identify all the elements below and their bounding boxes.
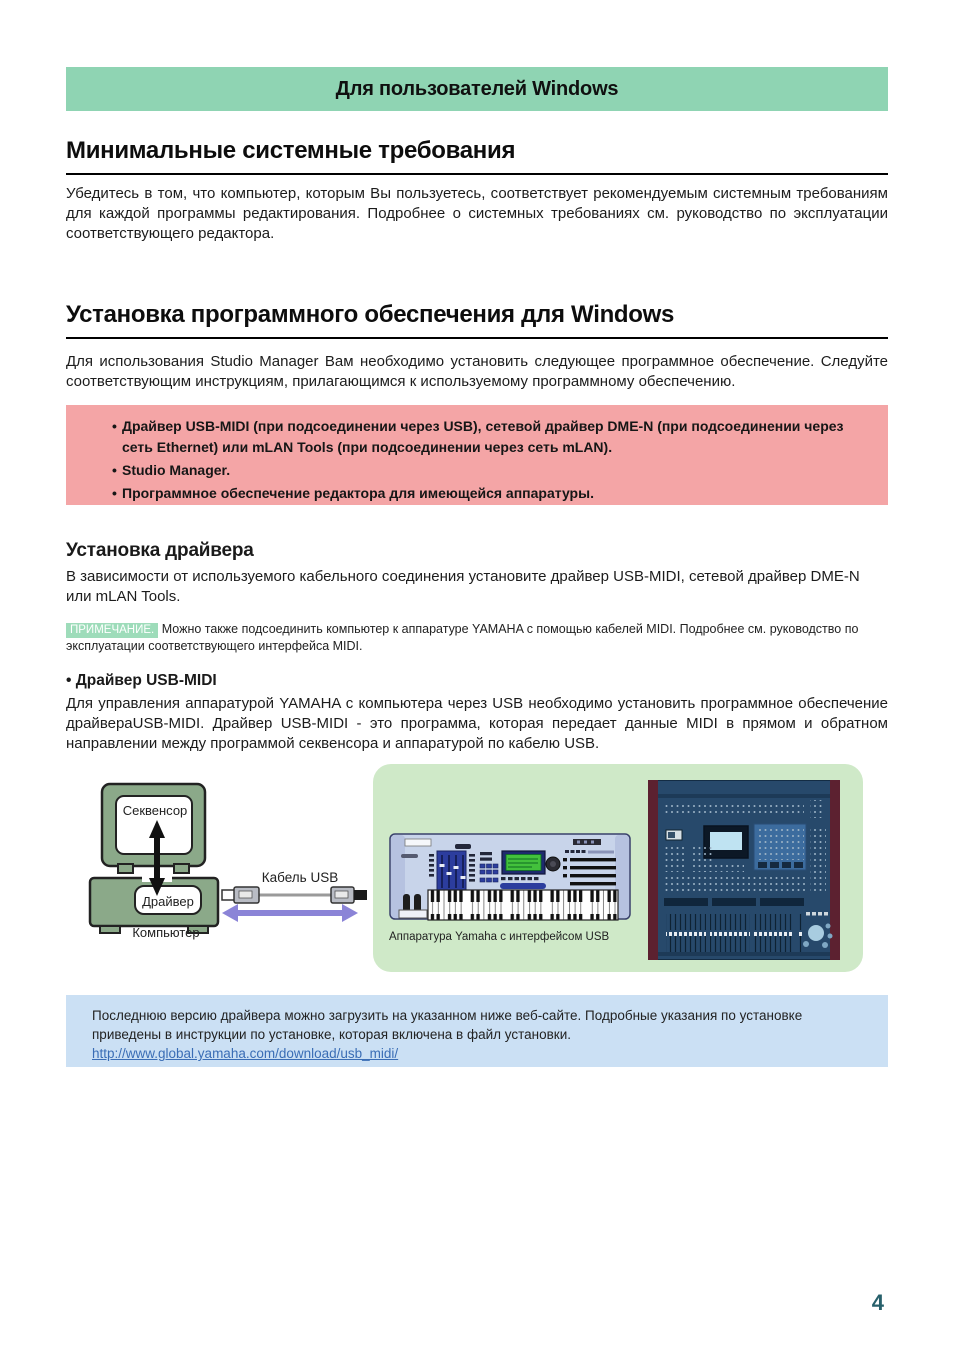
bullet-icon: • <box>112 418 117 434</box>
list-item <box>66 460 888 481</box>
page-banner <box>66 67 888 111</box>
hardware-label: Аппаратура Yamaha с интерфейсом USB <box>389 931 610 943</box>
section-title-driver-install: Установка драйвера <box>66 540 254 561</box>
download-link[interactable]: http://www.global.yamaha.com/download/usb_midi/ <box>92 1046 399 1061</box>
usb-midi-driver-body: Для управления аппаратурой YAMAHA с компьютера через USB необходимо установить программное обеспечение драйвераUSB-MIDI. Драйвер USB-MIDI - это программа, которая передает данные MIDI в прямом и обратном направлении между программой секвенсора и аппаратурой по кабелю USB. <box>66 695 888 752</box>
list-item-text: Studio Manager. <box>122 462 231 478</box>
note-text: Можно также подсоединить компьютер к аппаратуре YAMAHA с помощью кабелей MIDI. Подробнее см. руководство по эксплуатации соответствующего интерфейса MIDI. <box>66 622 859 653</box>
list-item <box>66 416 888 458</box>
requirements-body: Убедитесь в том, что компьютер, которым Вы пользуетесь, соответствует рекомендуемым системным требованиям для каждой программы редактирования. Подробнее о системных требованиях см. руководство по эксплуатации соответствующего редактора. <box>66 185 888 242</box>
software-list-box <box>66 405 888 505</box>
section-title-requirements: Минимальные системные требования <box>66 137 888 175</box>
usb-cable-icon <box>222 887 367 903</box>
download-info-box <box>66 995 888 1067</box>
usb-cable-label: Кабель USB <box>261 870 339 885</box>
list-item-text: Программное обеспечение редактора для имеющейся аппаратуры. <box>122 485 594 501</box>
synthesizer-icon <box>387 824 633 928</box>
driver-install-body: В зависимости от используемого кабельного соединения установите драйвер USB-MIDI, сетевой драйвер DME-N или mLAN Tools. <box>66 568 860 605</box>
usb-midi-driver-title: • Драйвер USB-MIDI <box>66 672 217 689</box>
bullet-icon: • <box>112 462 117 478</box>
list-item-text: Драйвер USB-MIDI (при подсоединении через USB), сетевой драйвер DME-N (при подсоединении через сеть Ethernet) или mLAN Tools (при подсоединении через сеть mLAN). <box>122 418 844 455</box>
driver-label: Драйвер <box>142 894 194 909</box>
section-title-installation: Установка программного обеспечения для Windows <box>66 301 888 339</box>
installation-body: Для использования Studio Manager Вам необходимо установить следующее программное обеспечение. Следуйте соответствующим инструкциям, прилагающимся к используемому программному обеспечению. <box>66 353 888 390</box>
sequencer-label: Секвенсор <box>122 803 188 818</box>
download-text: Последнюю версию драйвера можно загрузить на указанном ниже веб-сайте. Подробные указания по установке приведены в инструкции по установке, которая включена в файл установки. <box>92 1008 803 1042</box>
page-number: 4 <box>871 1290 884 1315</box>
mixer-icon <box>648 780 840 960</box>
computer-label: Компьютер <box>132 925 200 940</box>
note <box>66 621 888 654</box>
banner-title: Для пользователей Windows <box>335 77 619 100</box>
bullet-icon: • <box>112 485 117 501</box>
note-label-chip: ПРИМЕЧАНИЕ. <box>66 623 158 638</box>
bidirectional-usb-arrow-icon <box>222 904 358 922</box>
list-item <box>66 483 888 504</box>
